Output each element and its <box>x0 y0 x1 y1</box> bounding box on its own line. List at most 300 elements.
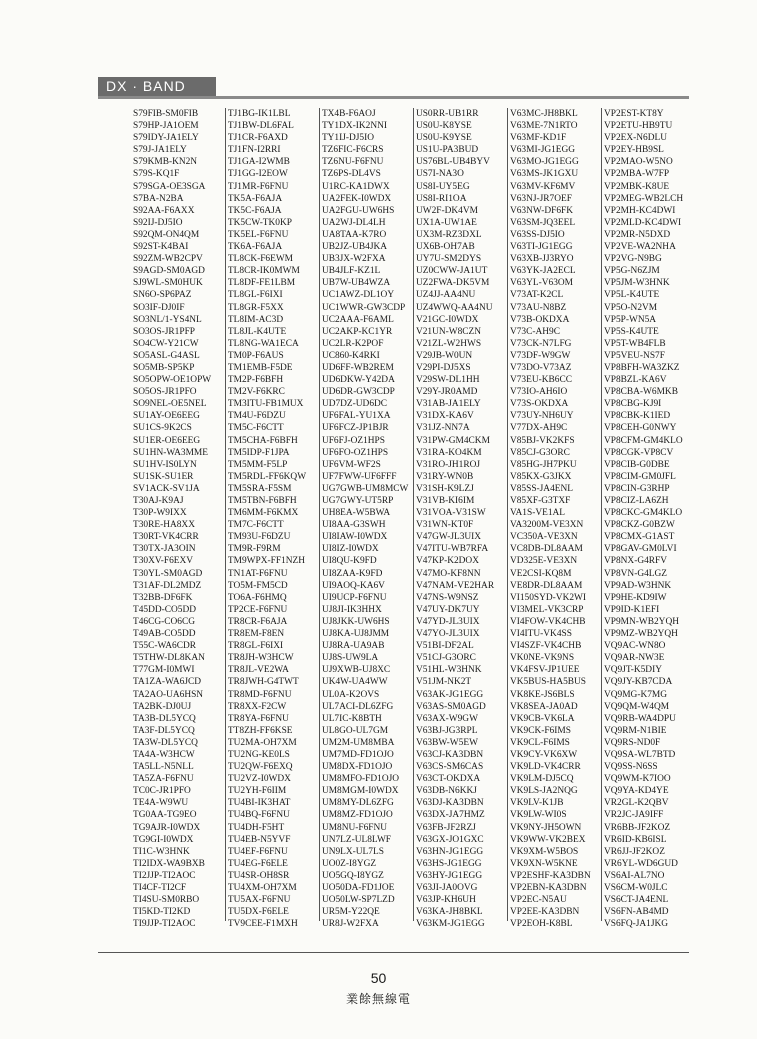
callsign-entry: VK9CL-F6IMS <box>509 737 570 748</box>
callsign-entry: TM5SRA-F5SM <box>227 483 292 494</box>
callsign-entry: V63KA-JH8BKL <box>415 907 483 918</box>
callsign-entry: V21GC-I0WDX <box>415 314 479 325</box>
callsign-entry: V63MV-KF6MV <box>509 181 576 192</box>
callsign-entry: TL8NG-WA1ECA <box>227 338 299 349</box>
callsign-entry: S79S-KQ1F <box>133 169 180 180</box>
callsign-entry: TJ1GA-I2WMB <box>227 157 290 168</box>
callsign-entry: VP2EE-KA3DBN <box>509 907 580 918</box>
magazine-name: 業餘無線電 <box>345 992 411 1006</box>
callsign-entry: TC0C-JR1PFO <box>133 786 191 797</box>
callsign-entry: S79SGA-OE3SGA <box>133 181 206 192</box>
callsign-entry: VR2GL-K2QBV <box>603 798 669 809</box>
callsign-entry: VE8DR-DL8AAM <box>509 580 583 591</box>
callsign-entry: VK9CK-F6IMS <box>509 725 571 736</box>
callsign-entry: UB7W-UB4WZA <box>321 278 391 289</box>
callsign-entry: VP2MBA-W7FP <box>603 169 670 180</box>
callsign-entry: VA1S-VE1AL <box>509 508 566 519</box>
callsign-entry: V47GW-JL3UIX <box>415 532 482 543</box>
callsign-entry: V63DX-JA7HMZ <box>415 810 485 821</box>
callsign-entry: V29JB-W0UN <box>415 350 473 361</box>
callsign-entry: VK9LW-WI0S <box>509 810 567 821</box>
callsign-entry: TA3B-DL5YCQ <box>133 713 196 724</box>
callsign-entry: V47ITU-WB7RFA <box>415 544 489 555</box>
callsign-entry: UI8AA-G3SWH <box>321 520 386 531</box>
callsign-entry: V73UY-NH6UY <box>509 411 574 422</box>
callsign-entry: UO50DA-FD1JOE <box>321 883 395 893</box>
callsign-entry: VP8VN-G4LGZ <box>603 568 668 579</box>
callsign-entry: UR8J-W2FXA <box>321 919 379 930</box>
callsign-entry: UI8IAW-I0WDX <box>321 532 388 543</box>
callsign-entry: VP8CKC-GM4KLO <box>603 508 683 519</box>
callsign-entry: TU4EG-F6ELE <box>227 858 288 869</box>
callsign-entry: V21UN-W8CZN <box>415 326 482 337</box>
section-header: DX · BAND <box>98 77 216 96</box>
column-5 <box>507 108 601 930</box>
callsign-entry: VP9MZ-WB2YQH <box>603 629 678 640</box>
callsign-entry: TG9AJR-I0WDX <box>133 822 201 833</box>
column-6 <box>601 108 695 930</box>
callsign-entry: V63CT-OKDXA <box>415 774 481 785</box>
callsign-entry: TI2IDX-WA9BXB <box>133 858 205 869</box>
callsign-entry: TK5CW-TK0KP <box>227 217 292 228</box>
callsign-entry: UA2FGU-UW6HS <box>321 205 395 216</box>
callsign-entry: TM9R-F9RM <box>227 544 281 555</box>
callsign-entry: V77DX-AH9C <box>509 423 568 434</box>
callsign-entry: V63NW-DF6FK <box>509 205 573 216</box>
callsign-entry: VP8BZL-KA6V <box>603 375 667 386</box>
callsign-entry: TK5C-F6AJA <box>227 205 282 216</box>
callsign-entry: TY1IJ-DJ5IO <box>321 133 375 144</box>
callsign-entry: UC1AWZ-DL1OY <box>321 290 395 301</box>
callsign-entry: T30TX-JA3OIN <box>133 544 196 555</box>
callsign-entry: SO4CW-Y21CW <box>133 338 199 349</box>
callsign-entry: VK4FSV-JP1UEE <box>509 665 580 676</box>
callsign-entry: V63KM-JG1EGG <box>415 919 485 930</box>
callsign-entry: VP5L-K4UTE <box>603 290 660 301</box>
callsign-table <box>131 108 695 930</box>
callsign-entry: V63BW-W5EW <box>415 737 478 748</box>
callsign-entry: VP9AD-W3HNK <box>603 580 672 591</box>
callsign-entry: VI4ITU-VK4SS <box>509 629 572 640</box>
callsign-entry: SJ9WL-SM0HUK <box>133 278 203 289</box>
callsign-entry: UK4W-UA4WW <box>321 677 388 688</box>
callsign-entry: VS6FQ-JA1JKG <box>603 919 669 930</box>
callsign-entry: UM8MFO-FD1OJO <box>321 774 400 785</box>
callsign-entry: V31RA-KO4KM <box>415 447 482 458</box>
callsign-entry: UY7U-SM2DYS <box>415 254 482 265</box>
callsign-entry: VQ9AR-NW3E <box>603 653 665 664</box>
callsign-entry: TM5IDP-F1JPA <box>227 447 290 458</box>
callsign-entry: V31VB-KI6IM <box>415 496 475 506</box>
callsign-entry: VK9LS-JA2NQG <box>509 786 578 797</box>
callsign-entry: VP8CIM-GM0JFL <box>603 471 676 482</box>
callsign-entry: UI9AOQ-KA6V <box>321 580 385 591</box>
callsign-entry: TO5M-FM5CD <box>227 580 288 591</box>
callsign-entry: UH8EA-W5BWA <box>321 508 391 519</box>
callsign-entry: TI9JJP-TI2AOC <box>133 919 196 930</box>
callsign-entry: UO5GQ-I8YGZ <box>321 870 384 881</box>
callsign-entry: V63FB-JF2RZJ <box>415 822 476 833</box>
callsign-entry: TJ1BW-DL6FAL <box>227 121 294 132</box>
callsign-entry: VP8CIZ-LA6ZH <box>603 496 669 506</box>
callsign-entry: VP8CBK-K1IED <box>603 411 671 422</box>
footer-rule <box>98 952 689 953</box>
callsign-entry: V63MI-JG1EGG <box>509 145 576 156</box>
callsign-entry: VP8GAV-GM0LVI <box>603 544 677 555</box>
callsign-entry: TJ1MR-F6FNU <box>227 181 289 192</box>
callsign-entry: VP8CGK-VP8CV <box>603 447 674 458</box>
callsign-entry: TO6A-F6HMQ <box>227 592 287 603</box>
callsign-entry: TU4EB-N5YVF <box>227 834 291 845</box>
callsign-entry: VQ9MG-K7MG <box>603 689 668 700</box>
callsign-entry: VK0NE-VK9NS <box>509 653 575 664</box>
callsign-entry: UC1WWR-GW3CDP <box>321 302 406 313</box>
callsign-entry: VQ9JY-KB7CDA <box>603 677 673 688</box>
callsign-entry: US76BL-UB4BYV <box>415 157 490 168</box>
callsign-entry: V73B-OKDXA <box>509 314 570 325</box>
callsign-entry: TM6MM-F6KMX <box>227 508 299 519</box>
callsign-entry: VD325E-VE3XN <box>509 556 578 567</box>
callsign-entry: TR8XX-F2CW <box>227 701 287 712</box>
column-3 <box>319 108 413 930</box>
callsign-entry: V31AB-JA1ELY <box>415 399 481 410</box>
callsign-entry: TM5RDL-FF6KQW <box>227 471 307 482</box>
callsign-entry: V73IO-AH6IO <box>509 387 568 398</box>
callsign-entry: VP8CEH-G0NWY <box>603 423 677 434</box>
callsign-entry: VQ9SA-WL7BTD <box>603 749 676 760</box>
callsign-entry: T5THW-DL8KAN <box>133 653 205 664</box>
callsign-entry: T30XV-F6EXV <box>133 556 194 567</box>
callsign-entry: UX3M-RZ3DXL <box>415 229 482 240</box>
callsign-entry: UJ8RA-UA9AB <box>321 641 385 652</box>
callsign-entry: SU1HN-WA3MME <box>133 447 208 458</box>
callsign-entry: V31WN-KT0F <box>415 520 474 531</box>
callsign-entry: UZ2FWA-DK5VM <box>415 278 490 289</box>
callsign-entry: S79J-JA1ELY <box>133 145 187 156</box>
callsign-entry: TZ6FIC-F6CRS <box>321 145 384 156</box>
callsign-entry: TK6A-F6AJA <box>227 242 283 253</box>
callsign-entry: VK9XN-W5KNE <box>509 858 578 869</box>
callsign-entry: T55C-WA6CDR <box>133 641 197 652</box>
callsign-entry: VQ9YA-KD4YE <box>603 786 669 797</box>
callsign-entry: VP2VE-WA2NHA <box>603 242 676 253</box>
callsign-entry: V63MS-JK1GXU <box>509 169 579 180</box>
callsign-entry: V47NS-W9NSZ <box>415 592 479 603</box>
callsign-entry: US0RR-UB1RR <box>415 109 479 119</box>
callsign-entry: TN1AT-F6FNU <box>227 568 288 579</box>
callsign-entry: UG7GWY-UT5RP <box>321 496 394 506</box>
callsign-entry: VP8CIB-G0DBE <box>603 459 670 470</box>
callsign-entry: TM2V-F6KRC <box>227 387 285 398</box>
callsign-entry: UM8MGM-I0WDX <box>321 786 399 797</box>
callsign-entry: V63MC-JH8BKL <box>509 109 578 119</box>
callsign-entry: VI3MEL-VK3CRP <box>509 604 584 615</box>
callsign-entry: V63GX-JO1GXC <box>415 834 484 845</box>
callsign-entry: TU2MA-OH7XM <box>227 737 297 748</box>
callsign-entry: UW2F-DK4VM <box>415 205 478 216</box>
callsign-entry: V85BJ-VK2KFS <box>509 435 575 446</box>
callsign-entry: V47UY-DK7UY <box>415 604 480 615</box>
callsign-entry: V85KX-G3JKX <box>509 471 572 482</box>
callsign-entry: TE4A-W9WU <box>133 798 189 809</box>
callsign-entry: VK9LV-K1JB <box>509 798 564 809</box>
callsign-entry: TL8CR-IK0MWM <box>227 266 300 277</box>
callsign-entry: VQ9RS-ND0F <box>603 737 661 748</box>
callsign-entry: VP2MAO-W5NO <box>603 157 673 168</box>
callsign-entry: SO3OS-JR1PFP <box>133 326 196 337</box>
callsign-entry: VR6JJ-JF2KOZ <box>603 846 665 857</box>
callsign-entry: VP2MEG-WB2LCH <box>603 193 684 204</box>
callsign-entry: UM8MY-DL6ZFG <box>321 798 394 809</box>
callsign-entry: VP8BFH-WA3ZKZ <box>603 362 680 373</box>
callsign-entry: V31JZ-NN7A <box>415 423 470 434</box>
callsign-entry: VP2EOH-K8BL <box>509 919 573 930</box>
callsign-entry: SO5OPW-OE1OPW <box>133 375 212 386</box>
callsign-entry: T77GM-I0MWI <box>133 665 195 676</box>
callsign-entry: VE2CSI-KQ8M <box>509 568 572 579</box>
callsign-entry: UC2LR-K2POF <box>321 338 384 349</box>
callsign-entry: VP8CBG-KJ9I <box>603 399 662 410</box>
callsign-entry: TG9GI-I0WDX <box>133 834 194 845</box>
callsign-entry: VP8CKZ-G0BZW <box>603 520 675 531</box>
callsign-entry: TA1ZA-WA6JCD <box>133 677 201 688</box>
callsign-entry: V29PI-DJ5XS <box>415 362 471 373</box>
callsign-entry: TM7C-F6CTT <box>227 520 284 531</box>
header-rule <box>98 96 689 99</box>
callsign-entry: UD7DZ-UD6DC <box>321 399 388 410</box>
callsign-entry: SU1AY-OE6EEG <box>133 411 200 422</box>
callsign-entry: V63CJ-KA3DBN <box>415 749 484 760</box>
callsign-entry: TR8YA-F6FNU <box>227 713 289 724</box>
callsign-entry: TM3ITU-FB1MUX <box>227 399 304 410</box>
callsign-entry: T30RT-VK4CRR <box>133 532 199 543</box>
callsign-entry: V73S-OKDXA <box>509 399 569 410</box>
callsign-entry: V51CJ-G3ORC <box>415 653 476 664</box>
callsign-entry: T30P-W9IXX <box>133 508 187 519</box>
callsign-entry: UF6FCZ-JP1BJR <box>321 423 389 434</box>
callsign-entry: VP2EC-N5AU <box>509 895 567 906</box>
callsign-entry: VP2EST-KT8Y <box>603 109 664 119</box>
callsign-entry: US8I-UY5EG <box>415 181 470 192</box>
callsign-entry: V31VOA-V31SW <box>415 508 486 519</box>
callsign-entry: UM8NU-F6FNU <box>321 822 388 833</box>
callsign-entry: TK5A-F6AJA <box>227 193 283 204</box>
callsign-entry: V73C-AH9C <box>509 326 560 337</box>
callsign-entry: VR6BB-JF2KOZ <box>603 822 671 833</box>
callsign-entry: UZ0CWW-JA1UT <box>415 266 488 277</box>
callsign-entry: V63ME-7N1RTO <box>509 121 578 132</box>
callsign-entry: VQ9RB-WA4DPU <box>603 713 676 724</box>
callsign-entry: VK8SEA-JA0AD <box>509 701 578 712</box>
callsign-entry: V51JM-NK2T <box>415 677 472 688</box>
callsign-entry: V31PW-GM4CKM <box>415 435 490 446</box>
callsign-entry: TA2BK-DJ0UJ <box>133 701 192 712</box>
callsign-entry: VS6CT-JA4ENL <box>603 895 669 906</box>
callsign-entry: S79HP-JA1OEM <box>133 121 199 132</box>
callsign-entry: TV9CEE-F1MXH <box>227 919 298 930</box>
callsign-entry: VQ9WM-K7IOO <box>603 774 671 785</box>
callsign-entry: VK9CY-VK6XW <box>509 749 578 760</box>
callsign-entry: VP2MR-N5DXD <box>603 229 671 240</box>
callsign-entry: VI4SZF-VK4CHB <box>509 641 582 652</box>
callsign-entry: UI9UCP-F6FNU <box>321 592 387 603</box>
callsign-entry: VQ9QM-W4QM <box>603 701 670 712</box>
callsign-entry: V21ZL-W2HWS <box>415 338 482 349</box>
callsign-entry: S92AA-F6AXX <box>133 205 195 216</box>
callsign-entry: T30RE-HA8XX <box>133 520 195 531</box>
callsign-entry: US0U-K9YSE <box>415 133 472 144</box>
callsign-entry: V73AU-N8BZ <box>509 302 567 313</box>
callsign-entry: TI5KD-TI2KD <box>133 907 191 918</box>
callsign-entry: VP2EY-HB9SL <box>603 145 664 156</box>
callsign-entry: S79IDY-JA1ELY <box>133 133 199 144</box>
callsign-entry: UX1A-UW1AE <box>415 217 477 228</box>
callsign-entry: UI8QU-K9FD <box>321 556 377 567</box>
callsign-entry: VP2EBN-KA3DBN <box>509 883 587 893</box>
callsign-entry: VP2EX-N6DLU <box>603 133 668 144</box>
callsign-entry: UD6DR-GW3CDP <box>321 387 395 398</box>
callsign-entry: VP5O-N2VM <box>603 302 658 313</box>
callsign-entry: S7BA-N2BA <box>133 193 184 204</box>
callsign-entry: VK8KE-JS6BLS <box>509 689 575 700</box>
callsign-entry: TA3W-DL5YCQ <box>133 737 198 748</box>
callsign-entry: UM7MD-FD1OJO <box>321 749 394 760</box>
callsign-entry: UL0A-K2OVS <box>321 689 380 700</box>
page-number: 50 <box>370 970 387 986</box>
callsign-entry: TM4U-F6DZU <box>227 411 286 422</box>
callsign-entry: UF7FWW-UF6FFF <box>321 471 397 482</box>
callsign-entry: UN7LZ-UL8LWF <box>321 834 392 845</box>
callsign-entry: TJ1BG-IK1LBL <box>227 109 291 119</box>
callsign-entry: TX4B-F6AOJ <box>321 109 376 119</box>
callsign-entry: SO5ASL-G4ASL <box>133 350 200 361</box>
callsign-entry: VK9LD-VK4CRR <box>509 762 581 773</box>
callsign-entry: V73DF-W9GW <box>509 350 571 361</box>
callsign-entry: VI150SYD-VK2WI <box>509 592 586 603</box>
callsign-entry: S79KMB-KN2N <box>133 157 198 168</box>
callsign-entry: TM2P-F6BFH <box>227 375 284 386</box>
callsign-entry: TT8ZH-FF6KSE <box>227 725 293 736</box>
callsign-entry: SU1CS-9K2CS <box>133 423 192 434</box>
callsign-entry: VP5T-WB4FLB <box>603 338 666 349</box>
callsign-entry: TU4DH-F5HT <box>227 822 285 833</box>
callsign-entry: TA5ZA-F6FNU <box>133 774 194 785</box>
callsign-entry: TI4CF-TI2CF <box>133 883 187 893</box>
callsign-entry: UM8DX-FD1OJO <box>321 762 393 773</box>
callsign-entry: UG7GWB-UM8MCW <box>321 483 409 494</box>
callsign-entry: TI2JJP-TI2AOC <box>133 870 196 881</box>
callsign-entry: VQ9RM-N1BIE <box>603 725 667 736</box>
callsign-entry: UB2JZ-UB4JKA <box>321 242 388 253</box>
callsign-entry: VP2MLD-KC4DWI <box>603 217 682 228</box>
callsign-entry: TL8CK-F6EWM <box>227 254 294 265</box>
callsign-entry: VK5BUS-HA5BUS <box>509 677 587 688</box>
callsign-entry: UA2FEK-I0WDX <box>321 193 392 204</box>
callsign-entry: TU5AX-F6FNU <box>227 895 291 906</box>
callsign-entry: V63MO-JG1EGG <box>509 157 579 168</box>
callsign-entry: TU2QW-F6EXQ <box>227 762 293 773</box>
callsign-entry: S79FIB-SM0FIB <box>133 109 199 119</box>
callsign-entry: UJ9XWB-UJ8XC <box>321 665 391 676</box>
callsign-entry: VP2MH-KC4DWI <box>603 205 676 216</box>
callsign-entry: UI8ZAA-K9FD <box>321 568 383 579</box>
callsign-entry: VP9HE-KD9IW <box>603 592 667 603</box>
callsign-entry: VP9MN-WB2YQH <box>603 616 679 627</box>
callsign-entry: VQ9JT-K5DIY <box>603 665 662 676</box>
callsign-entry: V73CK-N7LFG <box>509 338 572 349</box>
callsign-entry: TU2NG-KE0LS <box>227 749 290 760</box>
callsign-entry: TY1DX-IK2NNI <box>321 121 388 132</box>
callsign-entry: TL8DF-FE1LBM <box>227 278 296 289</box>
callsign-entry: TM1EMB-F5DE <box>227 362 293 373</box>
callsign-entry: T32BB-DF6FK <box>133 592 193 603</box>
callsign-entry: UA2WJ-DL4LH <box>321 217 386 228</box>
callsign-entry: UZ4WWQ-AA4NU <box>415 302 493 313</box>
callsign-entry: UD6FF-WB2REM <box>321 362 394 373</box>
callsign-entry: VQ9AC-WN8O <box>603 641 666 652</box>
callsign-entry: VK9LM-DJ5CQ <box>509 774 574 785</box>
callsign-entry: VI4FOW-VK4CHB <box>509 616 586 627</box>
callsign-entry: UL8GO-UL7GM <box>321 725 389 736</box>
callsign-entry: UF6FJ-OZ1HPS <box>321 435 385 446</box>
callsign-entry: TR8EM-F8EN <box>227 629 285 640</box>
callsign-entry: TM5MM-F5LP <box>227 459 288 470</box>
callsign-entry: TI4SU-SM0RBO <box>133 895 200 906</box>
callsign-entry: V85SS-JA4ENL <box>509 483 573 494</box>
callsign-entry: UF6FAL-YU1XA <box>321 411 391 422</box>
callsign-entry: TU2VZ-I0WDX <box>227 774 291 785</box>
callsign-entry: TM9WPX-FF1NZH <box>227 556 306 567</box>
callsign-entry: VS6CM-W0JLC <box>603 883 668 893</box>
callsign-entry: TA3F-DL5YCQ <box>133 725 195 736</box>
callsign-entry: VS6AI-AL7NO <box>603 870 665 881</box>
callsign-entry: SU1SK-SU1ER <box>133 471 194 482</box>
callsign-entry: TJ1GG-I2EOW <box>227 169 288 180</box>
callsign-entry: TU4SR-OH8SR <box>227 870 290 881</box>
callsign-entry: UF6FO-OZ1HPS <box>321 447 389 458</box>
callsign-entry: TG0AA-TG9EO <box>133 810 197 821</box>
callsign-entry: US1U-PA3BUD <box>415 145 479 156</box>
callsign-entry: V63SM-JQ3EEL <box>509 217 576 228</box>
callsign-entry: V63JI-JA0OVG <box>415 883 478 893</box>
callsign-entry: TR8GL-F6IXI <box>227 641 284 652</box>
callsign-entry: V85HG-JH7PKU <box>509 459 577 470</box>
callsign-entry: VQ9SS-N6SS <box>603 762 658 773</box>
callsign-entry: V63NJ-JR7OEF <box>509 193 572 204</box>
callsign-entry: VS6FN-AB4MD <box>603 907 669 918</box>
callsign-entry: TM93U-F6DZU <box>227 532 291 543</box>
callsign-entry: TZ6PS-DL4VS <box>321 169 381 180</box>
callsign-entry: VP5S-K4UTE <box>603 326 659 337</box>
callsign-entry: V47YO-JL3UIX <box>415 629 480 640</box>
callsign-entry: V63TI-JG1EGG <box>509 242 573 253</box>
callsign-entry: V63AX-W9GW <box>415 713 478 724</box>
callsign-entry: VP8CFM-GM4KLO <box>603 435 683 446</box>
callsign-entry: TM0P-F6AUS <box>227 350 284 361</box>
callsign-entry: UL7IC-K8BTH <box>321 713 382 724</box>
callsign-entry: UB3JX-W2FXA <box>321 254 386 265</box>
callsign-entry: V31DX-KA6V <box>415 411 474 422</box>
callsign-entry: UZ4JJ-AA4NU <box>415 290 476 301</box>
callsign-entry: VP8NX-G4RFV <box>603 556 668 567</box>
callsign-entry: V85CJ-G3ORC <box>509 447 570 458</box>
callsign-entry: UJ8JKK-UW6HS <box>321 616 390 627</box>
callsign-entry: V85XF-G3TXF <box>509 496 571 506</box>
callsign-entry: VP9ID-K1EFI <box>603 604 660 615</box>
callsign-entry: TM5CHA-F6BFH <box>227 435 298 446</box>
callsign-entry: V63DJ-KA3DBN <box>415 798 484 809</box>
callsign-entry: V29SW-DL1HH <box>415 375 480 386</box>
